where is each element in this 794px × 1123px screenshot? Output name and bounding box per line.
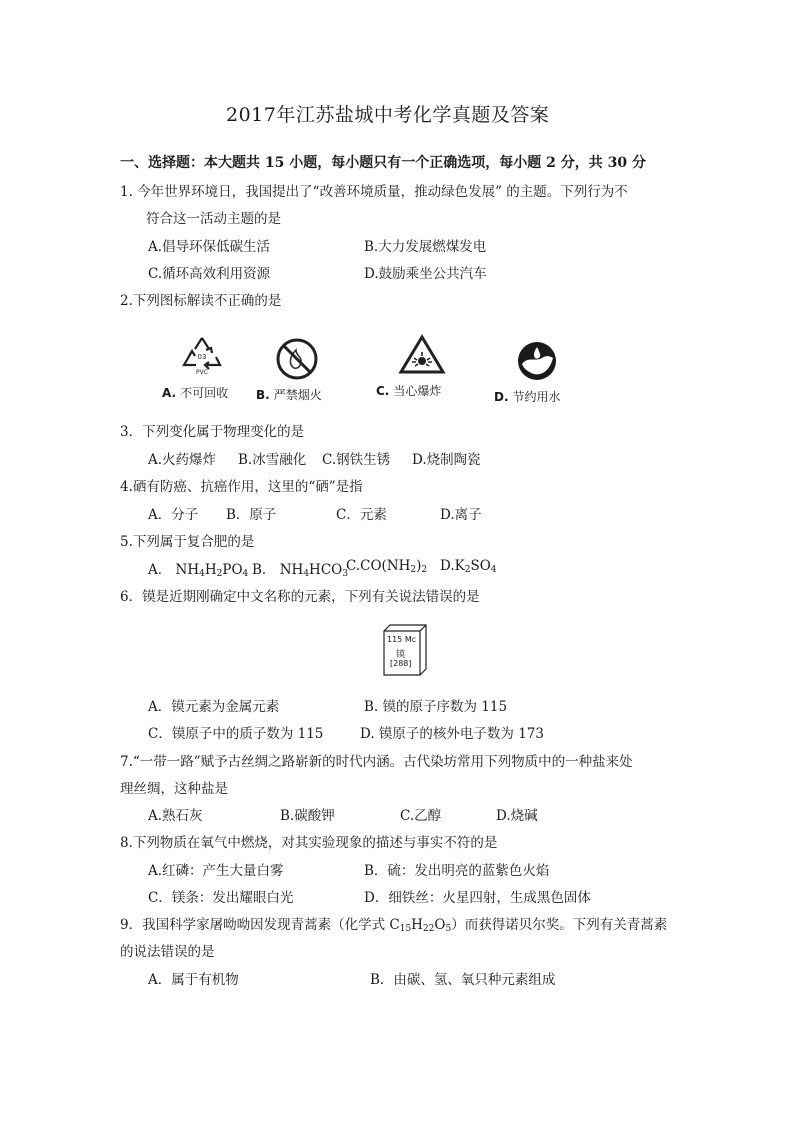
q8-option-c: C．镁条：发出耀眼白光 [148, 890, 294, 906]
recycle-icon [180, 335, 224, 375]
explosion-warning-icon [398, 334, 446, 376]
q4-stem: 4.硒有防癌、抗癌作用，这里的“硒”是指 [120, 479, 363, 495]
q5-option-a: A． $NH_4H_2PO_4$ [148, 562, 249, 579]
q9-option-a: A．属于有机物 [148, 972, 239, 988]
icon-caption-b: B. 严禁烟火 [256, 388, 322, 402]
q1-stem-line2: 符合这一活动主题的是 [146, 211, 281, 227]
q3-option-d: D.烧制陶瓷 [412, 452, 481, 468]
q9-stem-line2: 的说法错误的是 [120, 944, 215, 960]
q3-option-b: B.冰雪融化 [238, 452, 307, 468]
q3-stem: 3．下列变化属于物理变化的是 [120, 424, 305, 440]
q5-option-c: $C.CO(NH_2)_2$ [346, 558, 428, 575]
q9-stem-line1: 9．我国科学家屠呦呦因发现青蒿素（化学式 $C_{15}H_{22}O_5$）而获得诺贝尔奖。下列有关青蒿素 [120, 917, 668, 934]
q8-option-d: D．细铁丝：火星四射，生成黑色固体 [364, 890, 591, 906]
q6-option-a: A．镆元素为金属元素 [148, 699, 280, 715]
q5-option-b: B． $NH_4HCO_3$ [252, 562, 348, 579]
q1-option-b: B.大力发展燃煤发电 [364, 239, 487, 255]
q1-stem-line1: 1. 今年世界环境日，我国提出了“改善环境质量，推动绿色发展” 的主题。下列行为不 [120, 184, 628, 200]
q5-option-d: $D.K_2SO_4$ [440, 558, 497, 575]
q4-option-d: D.离子 [440, 507, 482, 523]
icon-caption-a: A. 不可回收 [162, 386, 229, 400]
q5-stem: 5.下列属于复合肥的是 [120, 534, 255, 550]
page-title: 2017年江苏盐城中考化学真题及答案 [226, 104, 550, 126]
q2-stem: 2.下列图标解读不正确的是 [120, 293, 282, 309]
icon-caption-c: C. 当心爆炸 [376, 384, 442, 398]
q4-option-c: C．元素 [336, 507, 387, 523]
q1-option-d: D.鼓励乘坐公共汽车 [364, 266, 487, 282]
element-mass: [288] [390, 659, 412, 668]
recycle-code: 03 [197, 353, 207, 361]
q3-option-c: C.钢铁生锈 [322, 452, 391, 468]
q8-option-a: A.红磷：产生大量白雾 [148, 863, 284, 879]
save-water-icon [514, 340, 560, 382]
q7-option-c: C.乙醇 [400, 808, 442, 824]
q7-stem-line1: 7.“一带一路”赋予古丝绸之路崭新的时代内涵。古代染坊常用下列物质中的一种盐来处 [120, 754, 633, 770]
element-name: 镆 [396, 650, 406, 660]
element-number-symbol: 115 Mc [387, 635, 417, 644]
section-heading: 一、选择题：本大题共 15 小题，每小题只有一个正确选项，每小题 2 分，共 30 分 [120, 155, 646, 171]
q7-option-d: D.烧碱 [496, 808, 538, 824]
q1-option-c: C.循环高效利用资源 [148, 266, 271, 282]
q6-option-c: C．镆原子中的质子数为 115 [148, 726, 324, 742]
q7-option-b: B.碳酸钾 [280, 808, 335, 824]
recycle-material: PVC [196, 369, 208, 375]
q8-stem: 8.下列物质在氧气中燃烧，对其实验现象的描述与事实不符的是 [120, 835, 498, 851]
element-card-moscovium [382, 623, 428, 679]
q6-option-b: B. 镆的原子序数为 115 [364, 699, 508, 715]
q4-option-a: A．分子 [148, 507, 199, 523]
q6-stem: 6．镆是近期刚确定中文名称的元素，下列有关说法错误的是 [120, 589, 480, 605]
q7-stem-line2: 理丝绸，这种盐是 [120, 781, 228, 797]
q8-option-b: B．硫：发出明亮的蓝紫色火焰 [364, 863, 550, 879]
icon-caption-d: D. 节约用水 [494, 390, 561, 404]
q6-option-d: D. 镆原子的核外电子数为 173 [360, 726, 544, 742]
q9-option-b: B．由碳、氢、氧只种元素组成 [370, 972, 556, 988]
q3-option-a: A.火药爆炸 [148, 452, 217, 468]
q4-option-b: B．原子 [226, 507, 277, 523]
q7-option-a: A.熟石灰 [148, 808, 203, 824]
q1-option-a: A.倡导环保低碳生活 [148, 239, 271, 255]
no-fire-icon [274, 338, 320, 380]
